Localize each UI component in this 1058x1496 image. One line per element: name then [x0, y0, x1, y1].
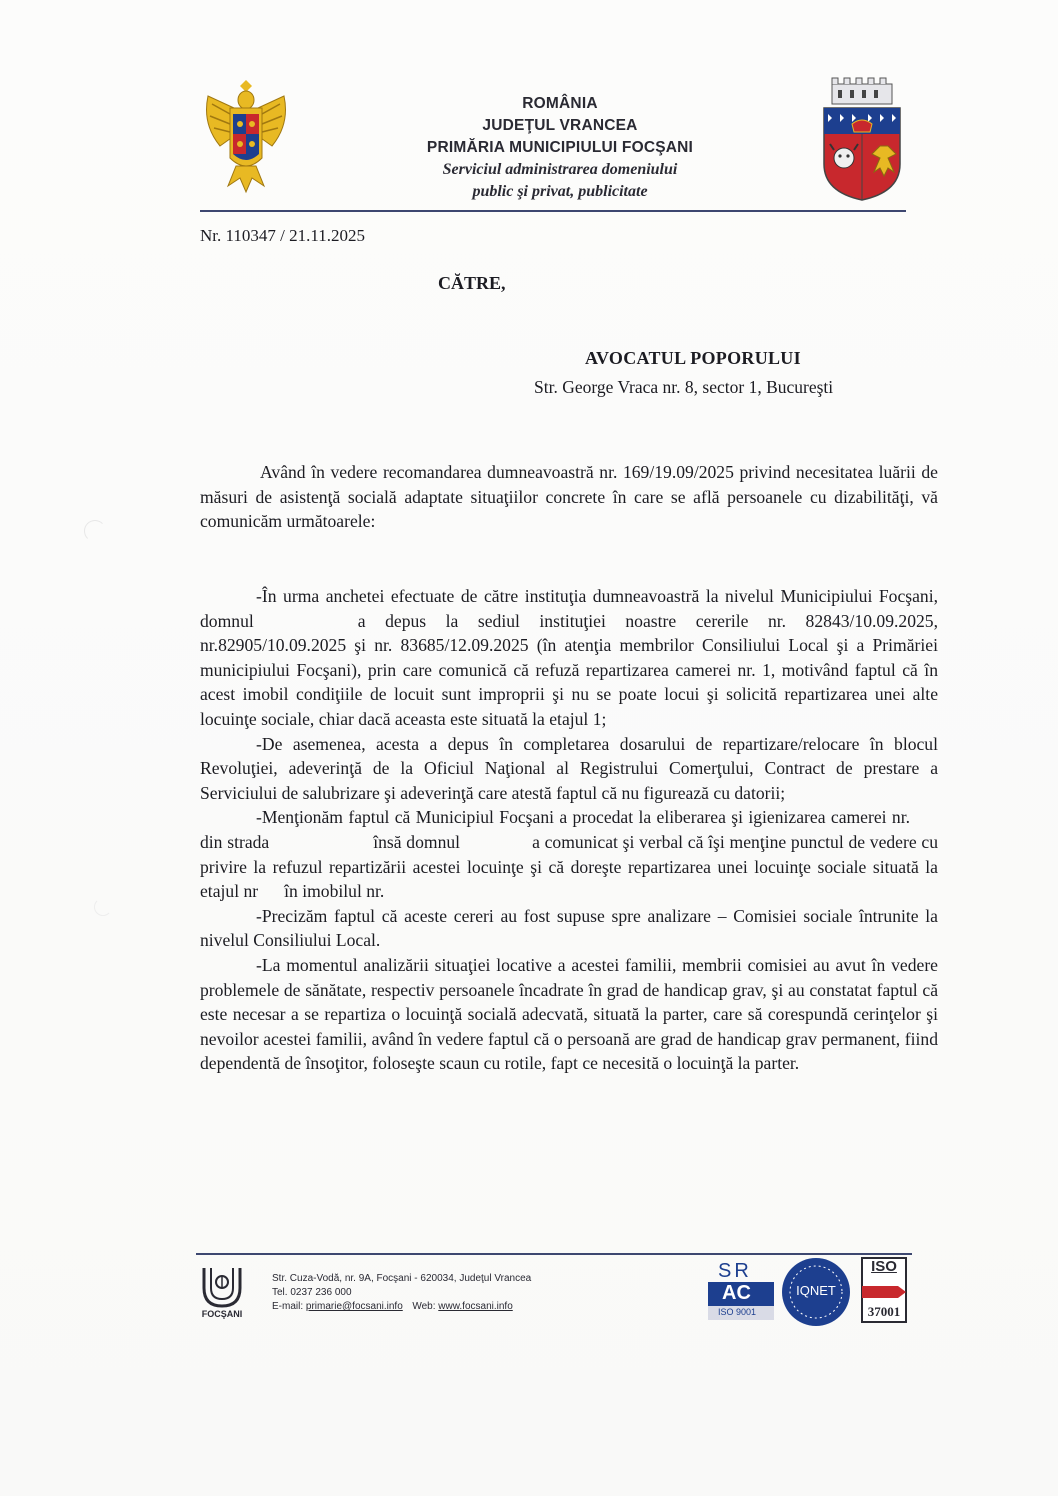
addressee-label: CĂTRE, [438, 273, 506, 293]
certification-iqnet-badge [780, 1256, 852, 1328]
certification-iso37001-badge [858, 1256, 910, 1324]
footer-divider [196, 1253, 912, 1255]
header-institution: PRIMĂRIA MUNICIPIULUI FOCŞANI [426, 139, 694, 156]
paragraph-3-part-d: a comunicat şi verbal că îşi menţine punctul de vedere cu privire la refuzul repartizării acestei locuinţe şi că doreşte repartizarea unei locuinţe sociale situată la etajul nr [200, 831, 939, 902]
cert1-bottom-text: ISO 9001 [718, 1307, 757, 1317]
certification-sr-ac-badge [704, 1260, 778, 1324]
cert1-mid-text: AC [722, 1282, 751, 1304]
paragraph-5: -La momentul analizării situaţiei locative a acestei familii, membrii comisiei au avut în vedere problemele de sănătate, respectiv persoanele încadrate în grad de handicap grav, şi au constatat faptul că este necesar a se repartiza o locuinţă socială adecvată, situată la parter, care să corespundă cerinţelor şi nevoilor acestei familii, având în vedere faptul că o persoană are grad de handicap grav permanent, fiind dependentă de însoţitor, foloseşte scaun cu rotile, fapt ce necesită o locuinţă la parter. [200, 954, 938, 1074]
document-number: Nr. 110347 / 21.11.2025 [200, 226, 365, 245]
paragraph-2: -De asemenea, acesta a depus în completarea dosarului de repartizare/relocare în blocul Revoluţiei, adeverinţă de la Oficiul Naţional al Registrului Comerţului, Contract de prestare a Serviciului de salubrizare şi adeverinţă care atestă faptul că nu figurează cu datorii; [200, 733, 938, 803]
scan-artifact [84, 520, 106, 542]
paragraph-4: -Precizăm faptul că aceste cereri au fost supuse spre analizare – Comisiei sociale întrunite la nivelul Consiliului Local. [200, 905, 938, 951]
footer-phone: Tel. 0237 236 000 [272, 1287, 352, 1298]
body-paragraphs [200, 584, 938, 1076]
footer-logo-label: FOCŞANI [201, 1309, 243, 1319]
coat-of-arms-focsani-icon [818, 76, 906, 204]
header-department-line1: Serviciul administrarea domeniului [442, 161, 678, 178]
focsani-logo-icon [196, 1262, 248, 1312]
paragraph-1-part-b: a depus la sediul instituţiei noastre cererile nr. 82843/10.09.2025, nr.82905/10.09.2025 şi nr. 83685/12.09.2025 (în atenţia membrilor Consiliului Local şi a Primăriei municipiului Focşani), prin care comunică că refuză repartizarea camerei nr. 1, motivând faptul că în acest imobil condiţiile de locuit sunt improprii şi nu se poate locui şi solicită repartizarea unei alte locuinţe sociale, chiar dacă aceasta este situată la etajul 1; [200, 610, 938, 729]
paragraph-3-part-c: însă domnul [373, 831, 461, 852]
paragraph-3-part-e: în imobilul nr. [284, 881, 385, 902]
paragraph-3-part-b: din strada [200, 831, 270, 852]
cert1-top-text: SR [718, 1260, 752, 1282]
intro-text: Având în vedere recomandarea dumneavoastră nr. 169/19.09/2025 privind necesitatea luării de măsuri de asistenţă socială adaptate situaţiilor concrete în care se află persoanele cu dizabilităţi, vă comunicăm următoarele: [200, 462, 938, 532]
scan-artifact [94, 898, 112, 916]
header-county: JUDEŢUL VRANCEA [482, 117, 638, 134]
recipient-address: Str. George Vraca nr. 8, sector 1, Bucureşti [534, 377, 834, 397]
header-divider [200, 210, 906, 212]
header-department-line2: public şi privat, publicitate [472, 183, 648, 200]
paragraph-3-part-a: -Menţionăm faptul că Municipiul Focşani a procedat la eliberarea şi igienizarea camerei nr. [256, 807, 910, 828]
paragraph-1-part-a: -În urma anchetei efectuate de către instituţia dumneavoastră la nivelul Municipiului Focşani, domnul [200, 586, 938, 631]
footer-web-link[interactable]: www.focsani.info [438, 1301, 513, 1312]
footer-contact [272, 1301, 513, 1312]
intro-paragraph [200, 460, 938, 534]
paragraph-1 [200, 584, 938, 732]
cert3-top-text: ISO [871, 1258, 897, 1275]
header-country: ROMÂNIA [522, 95, 598, 112]
footer-web-label: Web: [412, 1301, 436, 1312]
coat-of-arms-romania-icon [200, 74, 292, 202]
footer-address: Str. Cuza-Vodă, nr. 9A, Focşani - 620034, Judeţul Vrancea [272, 1273, 532, 1284]
recipient-name: AVOCATUL POPORULUI [585, 348, 801, 368]
cert3-bottom-text: 37001 [867, 1304, 901, 1319]
footer-email-label: E-mail: [272, 1301, 304, 1312]
paragraph-3 [200, 805, 938, 903]
cert2-text: IQNET [796, 1283, 836, 1298]
footer-email-link[interactable]: primarie@focsani.info [305, 1301, 403, 1312]
